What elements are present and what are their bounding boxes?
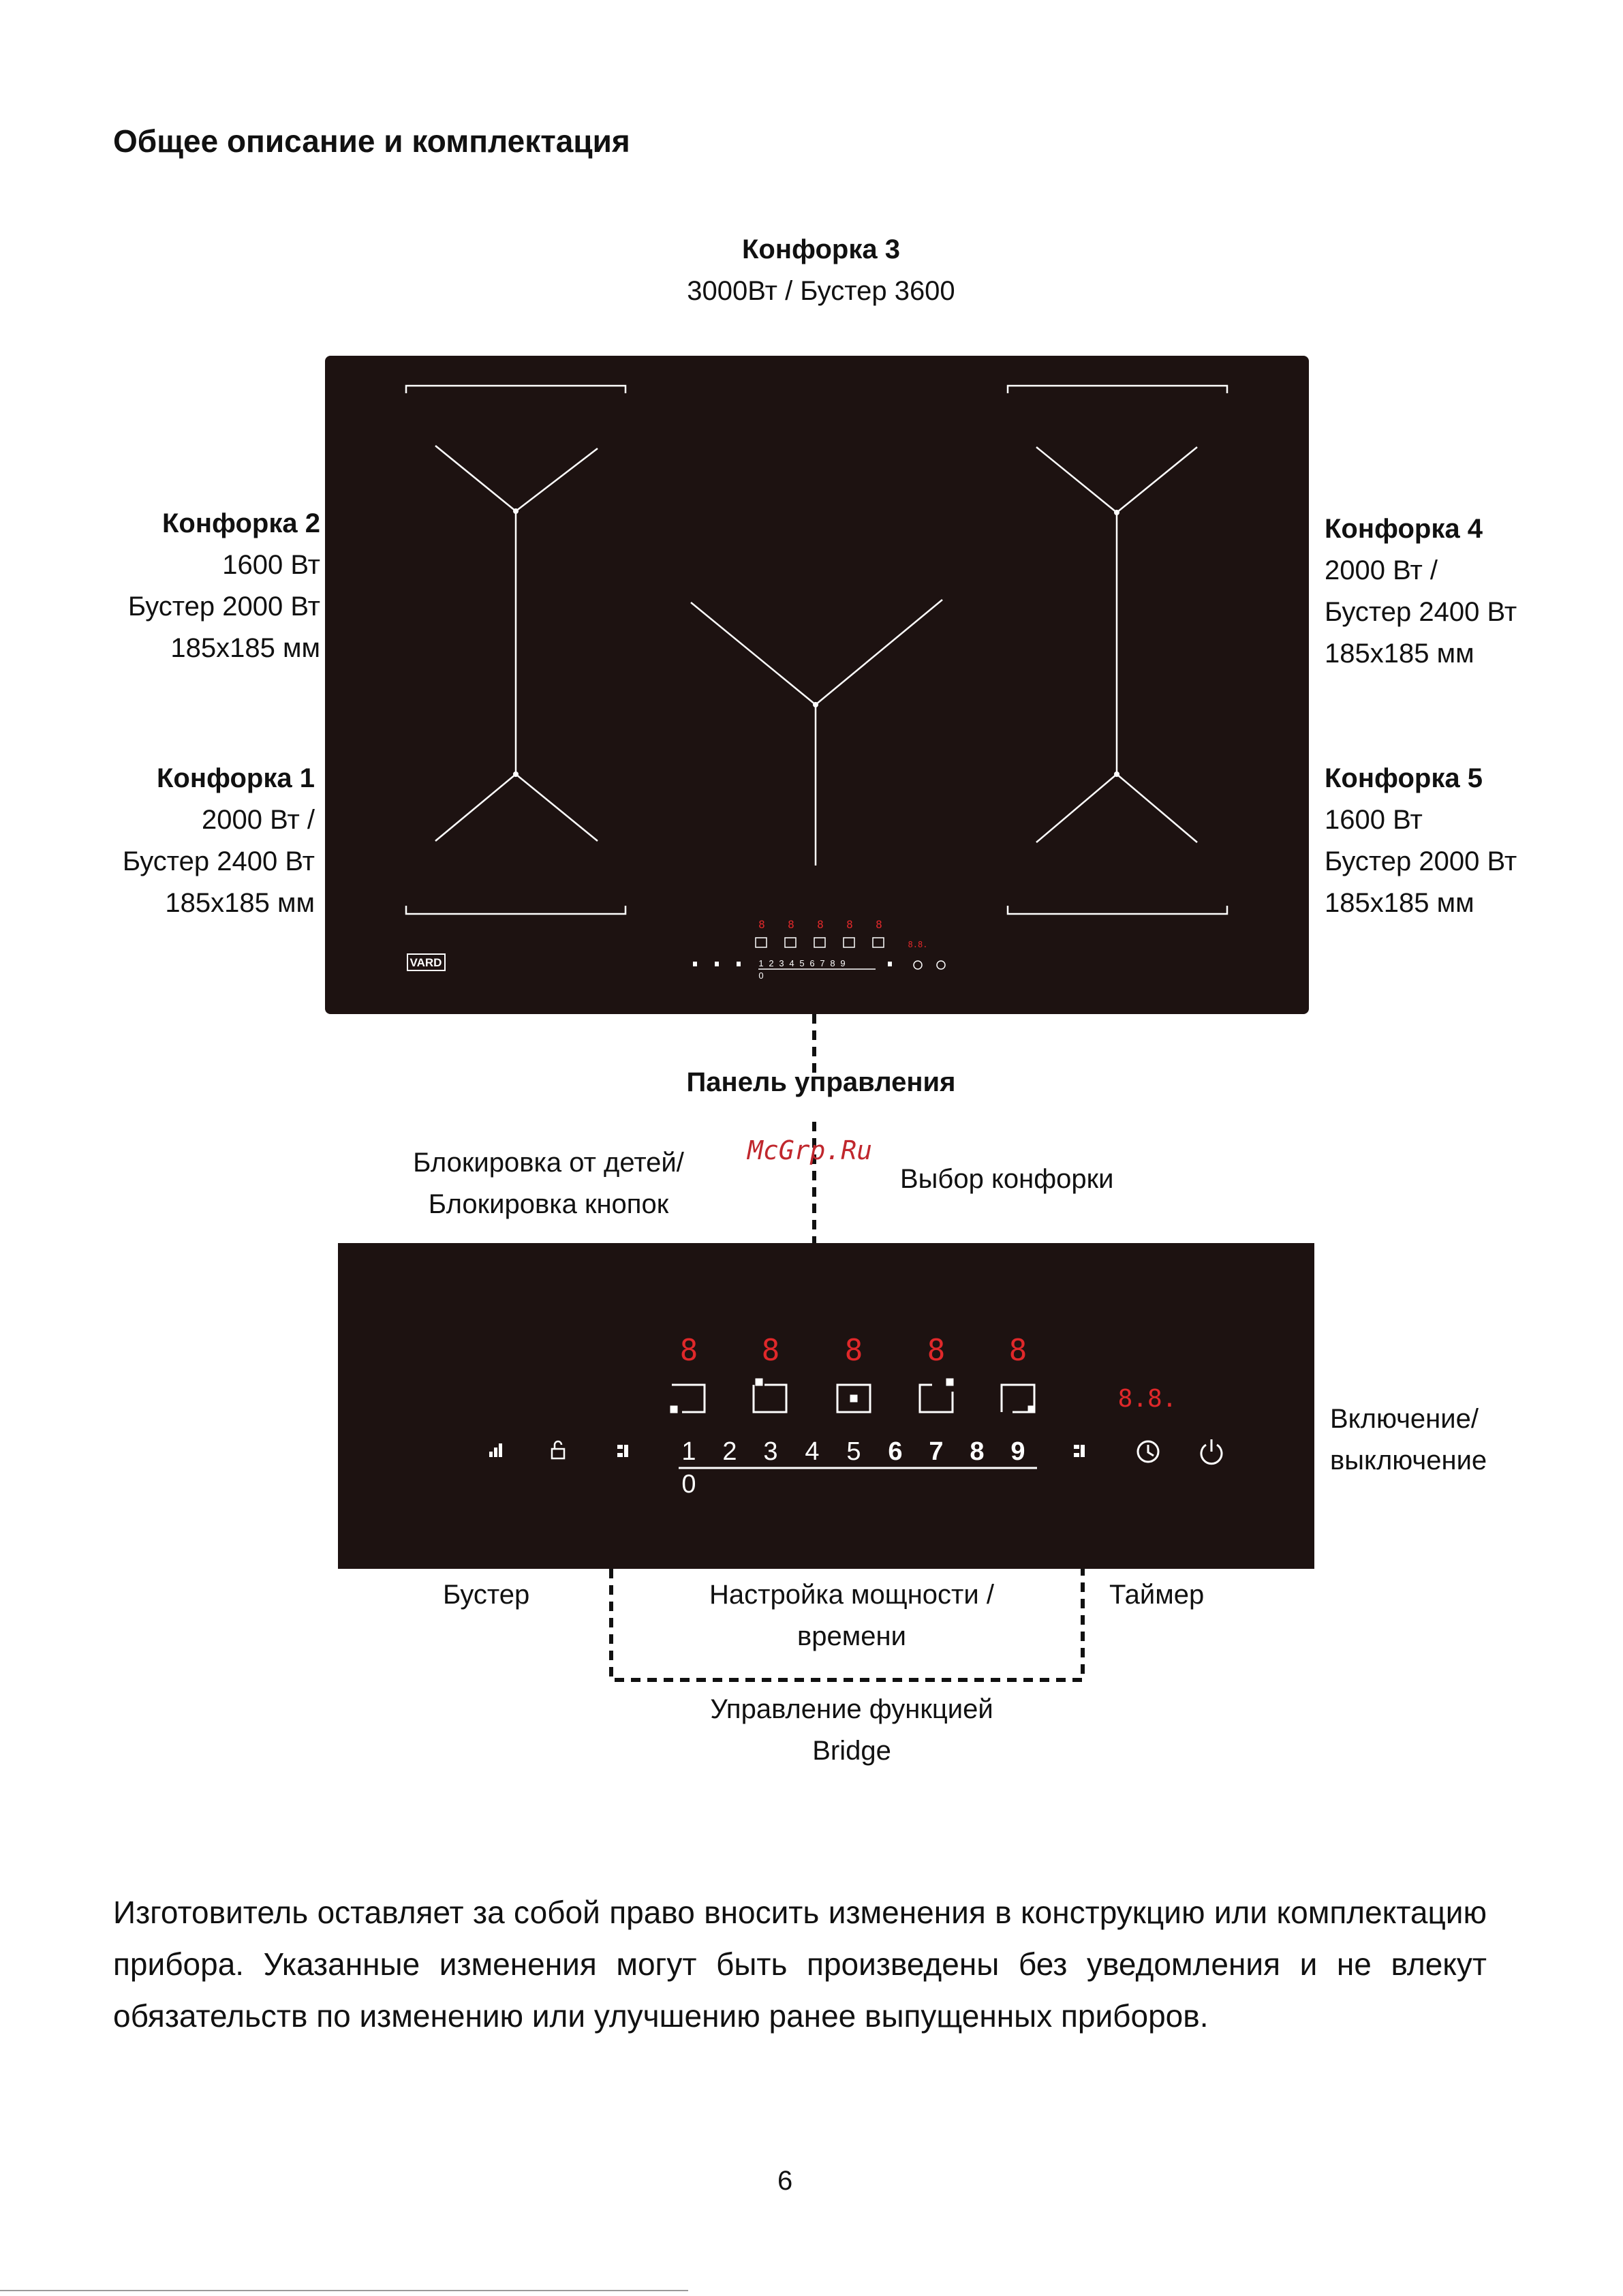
zone-frame-top-left: [406, 386, 625, 393]
burner1-booster: Бустер 2400 Вт: [122, 846, 315, 876]
svg-text:8: 8: [788, 918, 794, 931]
zone-frame-top-right: [1008, 386, 1227, 393]
burner5-name: Конфорка 5: [1325, 763, 1483, 793]
brand-logo: VARD: [409, 956, 442, 969]
burner2-booster: Бустер 2000 Вт: [127, 592, 320, 622]
svg-text:8: 8: [846, 918, 853, 931]
burner5-booster: Бустер 2000 Вт: [1325, 846, 1517, 876]
footer-line: [0, 2289, 688, 2293]
svg-text:0: 0: [758, 970, 764, 981]
burner2-size: 185х185 мм: [170, 633, 320, 663]
level-2: 2: [722, 1437, 737, 1466]
child-lock-label-1: Блокировка от детей/: [413, 1148, 684, 1178]
booster-icon: [489, 1443, 502, 1457]
bridge-left-icon: [617, 1445, 628, 1457]
svg-text:9: 9: [840, 958, 846, 968]
burner4-booster: Бустер 2400 Вт: [1325, 597, 1517, 627]
burner1-name: Конфорка 1: [157, 763, 315, 793]
burner4-name: Конфорка 4: [1325, 514, 1483, 544]
burner1-power: 2000 Вт /: [202, 805, 315, 835]
burner3-label: [600, 229, 1042, 312]
panel-title: Панель управления: [686, 1067, 956, 1097]
cooktop-illustration: [325, 356, 1309, 1014]
control-panel: [338, 1243, 1314, 1569]
zone4-select-button: [920, 1379, 953, 1412]
svg-text:8.8.: 8.8.: [908, 940, 928, 949]
svg-text:7: 7: [820, 958, 825, 968]
lock-icon: [552, 1441, 564, 1458]
zone5-display: 8: [1008, 1333, 1027, 1368]
burner5-label: [1325, 758, 1583, 924]
page-title: Общее описание и комплектация: [113, 123, 630, 159]
child-lock-label-2: Блокировка кнопок: [428, 1189, 669, 1219]
burner3-power: 3000Вт / Бустер 3600: [687, 276, 955, 306]
level-label: [654, 1574, 1049, 1657]
level-label-2: времени: [797, 1621, 906, 1651]
timer-display: 8.8.: [1117, 1385, 1177, 1413]
zone-select-label: Выбор конфорки: [900, 1164, 1114, 1194]
bridge-label-1: Управление функцией: [710, 1694, 993, 1724]
level-8: 8: [970, 1437, 985, 1466]
booster-label: Бустер: [443, 1580, 530, 1610]
zone3-display: 8: [844, 1333, 863, 1368]
zone2-display: 8: [761, 1333, 780, 1368]
svg-text:8: 8: [758, 918, 765, 931]
burner5-size: 185х185 мм: [1325, 888, 1474, 918]
burner5-power: 1600 Вт: [1325, 805, 1423, 835]
burner2-label: [68, 503, 320, 669]
burner1-size: 185х185 мм: [165, 888, 315, 918]
zone2-select-button: [754, 1379, 786, 1412]
burner3-name: Конфорка 3: [742, 234, 900, 264]
svg-text:8: 8: [876, 918, 882, 931]
svg-text:3: 3: [779, 958, 784, 968]
burner4-power: 2000 Вт /: [1325, 555, 1438, 585]
timer-label: Таймер: [1109, 1580, 1205, 1610]
level-0: 0: [681, 1470, 696, 1499]
level-1: 1: [681, 1437, 696, 1466]
level-9: 9: [1010, 1437, 1025, 1466]
watermark: McGrp.Ru: [747, 1135, 873, 1165]
burner4-size: 185х185 мм: [1325, 639, 1474, 669]
svg-text:1: 1: [758, 958, 764, 968]
svg-text:2: 2: [769, 958, 774, 968]
level-label-1: Настройка мощности /: [709, 1580, 994, 1610]
disclaimer-paragraph: Изготовитель оставляет за собой право вносить изменения в конструкцию или комплектацию прибора. Указанные изменения могут быть произведены без уведомления и не влекут обязательств по изменению или улучшению ранее выпущенных приборов.: [113, 1895, 1487, 2034]
power-label-1: Включение/: [1330, 1404, 1479, 1434]
zone3-select-button: [837, 1385, 870, 1412]
level-3: 3: [763, 1437, 778, 1466]
power-label: [1330, 1398, 1555, 1482]
level-5: 5: [846, 1437, 861, 1466]
bridge-label: [654, 1689, 1049, 1772]
zone4-display: 8: [927, 1333, 946, 1368]
svg-text:5: 5: [799, 958, 805, 968]
burner2-name: Конфорка 2: [162, 508, 320, 538]
level-4: 4: [805, 1437, 820, 1466]
page-number: 6: [777, 2166, 793, 2196]
zone-frame-bottom-right: [1008, 906, 1227, 914]
zone-frame-bottom-left: [406, 906, 625, 914]
level-7: 7: [929, 1437, 944, 1466]
burner1-label: [68, 758, 315, 924]
bridge-right-icon: [1074, 1445, 1085, 1457]
timer-icon: [1138, 1441, 1158, 1462]
power-label-2: выключение: [1330, 1445, 1487, 1475]
svg-text:6: 6: [809, 958, 815, 968]
child-lock-label: [368, 1142, 729, 1225]
zone1-display: 8: [679, 1333, 698, 1368]
svg-text:4: 4: [789, 958, 794, 968]
zone5-select-button: [1002, 1385, 1034, 1412]
burner2-power: 1600 Вт: [222, 550, 320, 580]
level-6: 6: [888, 1437, 903, 1466]
svg-text:8: 8: [817, 918, 824, 931]
panel-connector: [804, 1014, 824, 1246]
zone1-select-button: [671, 1385, 705, 1412]
bridge-label-2: Bridge: [812, 1736, 891, 1766]
burner4-label: [1325, 508, 1583, 675]
power-icon: [1201, 1439, 1222, 1464]
svg-text:8: 8: [830, 958, 835, 968]
